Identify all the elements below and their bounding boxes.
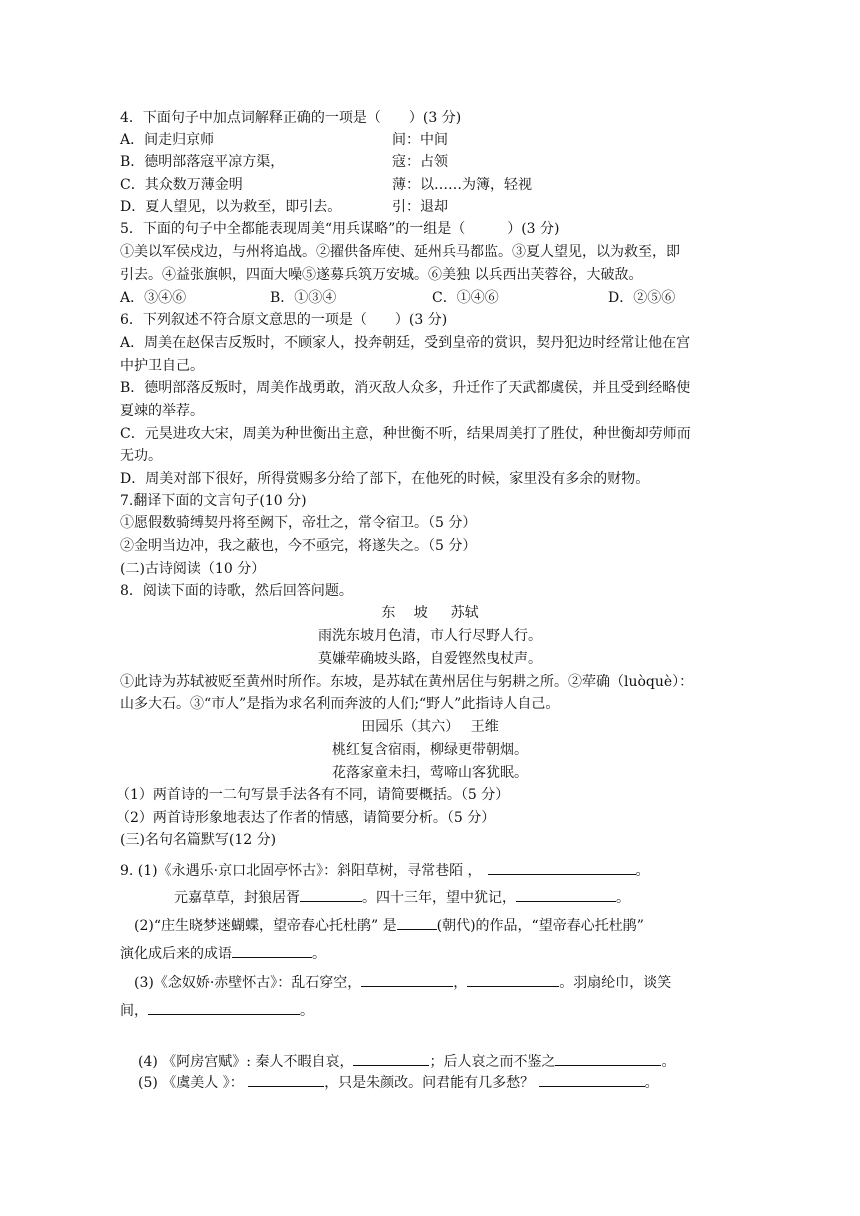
- q9-line-7-text: (4) 《阿房宫赋》: 秦人不暇自哀，: [138, 1054, 354, 1070]
- poem-2-title: 田园乐（其六） 王维: [361, 719, 499, 735]
- punctuation: 。: [300, 1003, 314, 1019]
- q8-sub-question-1: （1）两首诗的一二句写景手法各有不同，请简要概括。（5 分）: [116, 787, 510, 803]
- q9-line-5: [134, 972, 671, 993]
- q9-line-3-text: (2)“庄生晓梦迷蝴蝶，望帝春心托杜鹃” 是: [134, 918, 397, 934]
- q9-line-1: [120, 860, 650, 881]
- fill-blank[interactable]: [353, 1051, 429, 1066]
- q8-sub-question-2: （2）两首诗形象地表达了作者的情感，请简要分析。（5 分）: [116, 810, 496, 826]
- q9-line-6: [120, 1000, 314, 1021]
- fill-blank[interactable]: [148, 1000, 300, 1015]
- q9-line-6-text: 间，: [120, 1003, 148, 1019]
- q4-option-c: C．其众数万薄金明: [120, 177, 243, 193]
- fill-blank[interactable]: [516, 887, 616, 902]
- poem-2-line: 桃红复含宿雨，柳绿更带朝烟。: [332, 742, 528, 758]
- q4-option-b-gloss: 寇：占领: [392, 154, 448, 170]
- fill-blank[interactable]: [300, 887, 362, 902]
- q8-stem: 8．阅读下面的诗歌，然后回答问题。: [120, 583, 353, 599]
- q9-line-5-tail: 。羽扇纶巾，谈笑: [559, 975, 672, 991]
- q5-option-d: D．②⑤⑥: [608, 290, 676, 306]
- fill-blank[interactable]: [467, 972, 559, 987]
- poem-1-line: 莫嫌荦确坡头路，自爱铿然曳杖声。: [318, 651, 542, 667]
- q6-line: 中护卫自己。: [120, 358, 204, 374]
- q4-option-a: [120, 130, 214, 150]
- fill-blank[interactable]: [539, 1072, 645, 1087]
- q4-option-c-gloss: 薄：以……为簿，轻视: [392, 177, 532, 193]
- fill-blank[interactable]: [488, 860, 636, 875]
- q4-option-a-gloss: 间：中间: [392, 132, 448, 148]
- q8-note-line-2: 山多大石。③“市人”是指为求名利而奔波的人们;“野人”此指诗人自己。: [120, 696, 560, 712]
- poem-1-line: 雨洗东坡月色清，市人行尽野人行。: [318, 628, 542, 644]
- q5-option-a: A．③④⑥: [120, 290, 187, 306]
- q9-line-4: [120, 943, 326, 964]
- q9-line-3: [134, 915, 644, 936]
- q9-line-1-text: 9. (1)《永遇乐·京口北固亭怀古》：斜阳草树，寻常巷陌 ，: [120, 863, 482, 879]
- punctuation: 。: [644, 1075, 659, 1091]
- q5-option-b: B．①③④: [270, 290, 337, 306]
- q8-note-line-1: ①此诗为苏轼被贬至黄州时所作。东坡，是苏轼在黄州居住与躬耕之所。②荦确（luòquè）：: [120, 674, 694, 690]
- fill-blank[interactable]: [555, 1051, 661, 1066]
- q9-line-7: [138, 1051, 675, 1072]
- q6-line: 夏竦的举荐。: [120, 403, 204, 419]
- punctuation: 。: [635, 863, 650, 879]
- q6-stem: 6．下列叙述不符合原文意思的一项是（ ）(3 分): [120, 312, 448, 328]
- punctuation: 。: [661, 1054, 676, 1070]
- fill-blank[interactable]: [361, 972, 453, 987]
- fill-blank[interactable]: [232, 943, 312, 958]
- q9-line-5-text: (3)《念奴娇·赤壁怀古》：乱石穿空，: [134, 975, 362, 991]
- q5-stem: 5．下面的句子中全都能表现周美“用兵谋略”的一组是（ ）(3 分): [120, 221, 560, 237]
- poem-2-line: 花落家童未扫，莺啼山客犹眠。: [332, 765, 528, 781]
- q5-line-1: ①美以军侯戍边，与州将追战。②擢供备库使、延州兵马都监。③夏人望见，以为救至，即: [120, 244, 680, 260]
- q9-line-2: [174, 887, 630, 908]
- q6-line: D．周美对部下很好，所得赏赐多分给了部下，在他死的时候，家里没有多余的财物。: [120, 471, 650, 487]
- q9-line-8-mid: ，只是朱颜改。问君能有几多愁？: [324, 1075, 539, 1091]
- q4-option-a-text: A．间走归京师: [120, 132, 215, 148]
- q9-line-8: [138, 1072, 659, 1093]
- q4-stem: 4．下面句子中加点词解释正确的一项是（ ）(3 分): [120, 110, 462, 126]
- q5-line-2: 引去。④益张旗帜，四面大噪⑤遂募兵筑万安城。⑥美独 以兵西出芙蓉谷，大破敌。: [120, 267, 643, 283]
- q6-line: A．周美在赵保吉反叛时，不顾家人，投奔朝廷，受到皇帝的赏识，契丹犯边时经常让他在宫: [120, 335, 691, 351]
- q9-line-3-tail: (朝代)的作品，“望帝春心托杜鹃”: [436, 918, 644, 934]
- q9-line-4-text: 演化成后来的成语: [120, 946, 232, 962]
- q9-line-7-mid: ；后人哀之而不鉴之: [429, 1054, 556, 1070]
- q6-line: C．元昊进攻大宋，周美为种世衡出主意，种世衡不听，结果周美打了胜仗，种世衡却劳师而: [120, 426, 691, 442]
- q9-line-2-text: 元嘉草草，封狼居胥: [174, 890, 300, 906]
- punctuation: 。: [616, 890, 630, 906]
- q6-line: B．德明部落反叛时，周美作战勇敢，消灭敌人众多，升迁作了天武都虞侯，并且受到经略使: [120, 380, 691, 396]
- punctuation: ，: [453, 975, 468, 991]
- q5-option-c: C．①④⑥: [432, 290, 499, 306]
- q7-stem: 7.翻译下面的文言句子(10 分): [120, 493, 307, 509]
- section-2-heading: (二)古诗阅读（10 分）: [120, 561, 266, 577]
- q4-option-b: B．德明部落寇平凉方渠，: [120, 154, 285, 170]
- section-3-heading: (三)名句名篇默写(12 分): [120, 832, 277, 848]
- fill-blank[interactable]: [397, 915, 437, 930]
- poem-1-title: 东 坡 苏轼: [381, 605, 479, 621]
- q4-option-d: D．夏人望见，以为救至，即引去。: [120, 199, 342, 215]
- q9-line-8-text: (5) 《虞美人 》：: [138, 1075, 249, 1091]
- q7-item-2: ②金明当边冲，我之蔽也，今不亟完，将遂失之。（5 分）: [120, 538, 477, 554]
- fill-blank[interactable]: [248, 1072, 324, 1087]
- q9-line-2-mid: 。四十三年，望中犹记，: [362, 890, 516, 906]
- q4-option-d-gloss: 引：退却: [392, 199, 448, 215]
- q6-line: 无功。: [120, 448, 162, 464]
- q7-item-1: ①愿假数骑缚契丹将至阙下，帝壮之，常令宿卫。（5 分）: [120, 515, 477, 531]
- punctuation: 。: [312, 946, 326, 962]
